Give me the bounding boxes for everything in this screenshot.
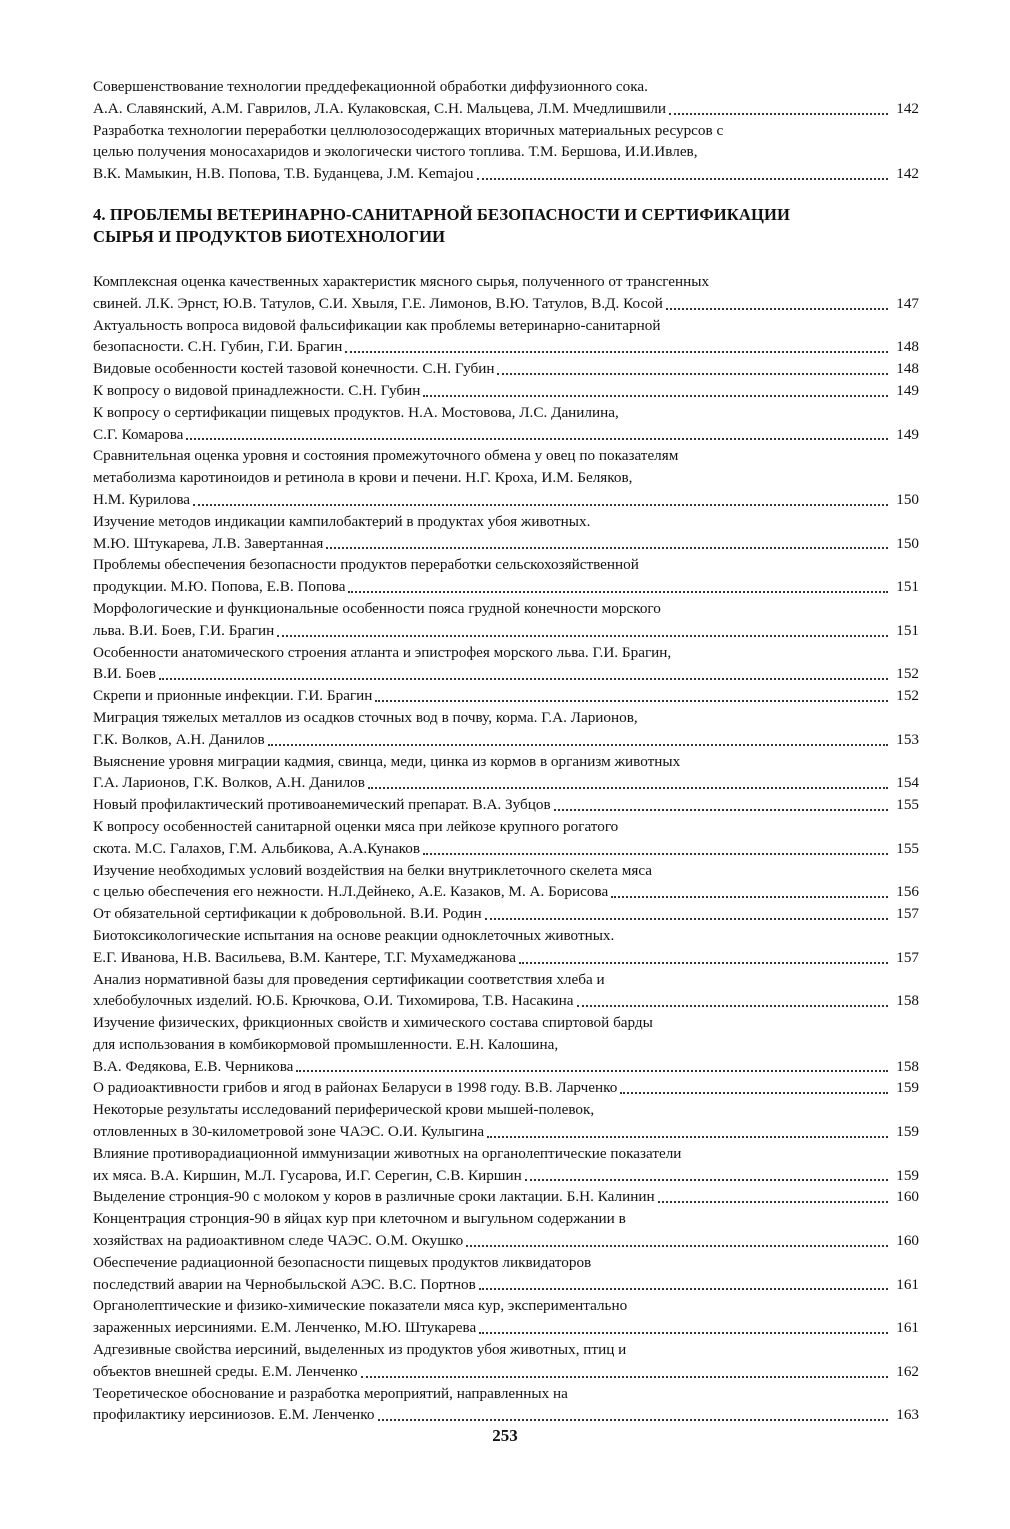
toc-entry-text: Н.М. Курилова [93, 490, 191, 508]
toc-entry-text: их мяса. В.А. Киршин, М.Л. Гусарова, И.Г. Серегин, С.В. Киршин [93, 1166, 522, 1184]
toc-entry-text: профилактику иерсиниозов. Е.М. Ленченко [93, 1406, 375, 1424]
toc-entry-text: С.Г. Комарова [93, 425, 184, 443]
toc-entry-line [93, 1230, 919, 1252]
dot-leader [326, 547, 888, 549]
toc-entry [93, 1012, 919, 1077]
toc-entry-line [93, 1077, 919, 1099]
toc-entry-line [93, 1034, 919, 1056]
toc-entry-line [93, 663, 919, 685]
toc-section-4-entries [93, 271, 919, 1426]
toc-entry-text: Актуальность вопроса видовой фальсификации как проблемы ветеринарно-санитарной [93, 316, 661, 334]
toc-entry-line [93, 903, 919, 925]
toc-entry-text: Биотоксикологические испытания на основе реакции одноклеточных животных. [93, 926, 615, 944]
toc-entry-line [93, 1143, 919, 1165]
dot-leader [348, 591, 888, 593]
toc-page-ref: 154 [896, 774, 919, 792]
toc-entry-text: хозяйствах на радиоактивном следе ЧАЭС. О.М. Окушко [93, 1232, 464, 1250]
dot-leader [423, 853, 888, 855]
toc-entry-line [93, 751, 919, 773]
toc-entry-text: Изучение методов индикации кампилобактерий в продуктах убоя животных. [93, 512, 591, 530]
toc-entry [93, 751, 919, 795]
toc-entry-line [93, 1295, 919, 1317]
dot-leader [361, 1376, 888, 1378]
dot-leader [268, 744, 888, 746]
toc-entry-line [93, 576, 919, 598]
toc-entry [93, 1383, 919, 1427]
toc-entry-text: Выделение стронция-90 с молоком у коров в различные сроки лактации. Б.Н. Калинин [93, 1188, 655, 1206]
toc-entry-text: с целью обеспечения его нежности. Н.Л.Дейнеко, А.Е. Казаков, М. А. Борисова [93, 883, 609, 901]
toc-entry-line [93, 1361, 919, 1383]
toc-page-ref: 161 [896, 1275, 919, 1293]
dot-leader [525, 1179, 888, 1181]
toc-entry [93, 642, 919, 686]
dot-leader [479, 1332, 888, 1334]
toc-entry-text: К вопросу о видовой принадлежности. С.Н. Губин [93, 381, 421, 399]
dot-leader [611, 896, 888, 898]
toc-entry-line [93, 315, 919, 337]
toc-page-ref: 163 [896, 1406, 919, 1424]
toc-entry-text: безопасности. С.Н. Губин, Г.И. Брагин [93, 338, 343, 356]
toc-page-ref: 147 [896, 294, 919, 312]
toc-entry-line [93, 1121, 919, 1143]
toc-section-3-tail [93, 76, 919, 185]
toc-entry-line [93, 925, 919, 947]
dot-leader [423, 395, 888, 397]
toc-entry-line [93, 1165, 919, 1187]
toc-entry-text: Проблемы обеспечения безопасности продуктов переработки сельскохозяйственной [93, 556, 639, 574]
toc-entry [93, 1208, 919, 1252]
toc-entry [93, 816, 919, 860]
toc-entry-text: Е.Г. Иванова, Н.В. Васильева, В.М. Кантере, Т.Г. Мухамеджанова [93, 948, 516, 966]
toc-entry-text: М.Ю. Штукарева, Л.В. Завертанная [93, 534, 324, 552]
toc-entry-text: Концентрация стронция-90 в яйцах кур при клеточном и выгульном содержании в [93, 1210, 626, 1228]
toc-page-ref: 142 [896, 165, 919, 183]
toc-entry [93, 685, 919, 707]
dot-leader [620, 1092, 888, 1094]
toc-entry-text: Анализ нормативной базы для проведения сертификации соответствия хлеба и [93, 970, 605, 988]
toc-entry [93, 794, 919, 816]
dot-leader [296, 1070, 888, 1072]
toc-entry-line [93, 1252, 919, 1274]
toc-page-ref: 158 [896, 992, 919, 1010]
toc-entry-text: Органолептические и физико-химические показатели мяса кур, экспериментально [93, 1297, 628, 1315]
toc-entry-line [93, 620, 919, 642]
toc-entry-text: Комплексная оценка качественных характеристик мясного сырья, полученного от трансгенных [93, 273, 710, 290]
toc-entry-line [93, 163, 919, 185]
toc-page-ref: 158 [896, 1057, 919, 1075]
toc-entry-line [93, 1317, 919, 1339]
toc-entry-text: Обеспечение радиационной безопасности пищевых продуктов ликвидаторов [93, 1253, 592, 1271]
toc-page-ref: 142 [896, 99, 919, 117]
toc-entry-text: свиней. Л.К. Эрнст, Ю.В. Татулов, С.И. Хвыля, Г.Е. Лимонов, В.Ю. Татулов, В.Д. Косой [93, 294, 663, 312]
toc-entry-text: К вопросу особенностей санитарной оценки мяса при лейкозе крупного рогатого [93, 817, 619, 835]
toc-entry-text: льва. В.И. Боев, Г.И. Брагин [93, 621, 275, 639]
toc-entry-line [93, 990, 919, 1012]
toc-entry-line [93, 816, 919, 838]
dot-leader [375, 700, 888, 702]
toc-entry-line [93, 293, 919, 315]
toc-page-ref: 151 [896, 621, 919, 639]
toc-entry [93, 511, 919, 555]
toc-entry-line [93, 860, 919, 882]
toc-entry-text: зараженных иерсиниями. Е.М. Ленченко, М.Ю. Штукарева [93, 1319, 477, 1337]
dot-leader [479, 1288, 888, 1290]
toc-entry-line [93, 489, 919, 511]
dot-leader [487, 1136, 888, 1138]
toc-entry-line [93, 794, 919, 816]
toc-entry-text: А.А. Славянский, А.М. Гаврилов, Л.А. Кулаковская, С.Н. Мальцева, Л.М. Мчедлишвили [93, 99, 667, 117]
dot-leader [466, 1245, 888, 1247]
toc-entry [93, 1099, 919, 1143]
toc-entry-text: скота. М.С. Галахов, Г.М. Альбикова, А.А.Кунаков [93, 839, 421, 857]
toc-entry-line [93, 947, 919, 969]
toc-entry [93, 120, 919, 185]
section-4-heading-line: СЫРЬЯ И ПРОДУКТОВ БИОТЕХНОЛОГИИ [93, 227, 446, 246]
toc-entry [93, 1143, 919, 1187]
toc-entry-text: В.А. Федякова, Е.В. Черникова [93, 1057, 294, 1075]
toc-entry [93, 707, 919, 751]
toc-page-ref: 151 [896, 578, 919, 596]
toc-entry [93, 315, 919, 359]
toc-entry-line [93, 358, 919, 380]
toc-entry-text: Новый профилактический противоанемический препарат. В.А. Зубцов [93, 796, 551, 814]
toc-page-ref: 160 [896, 1188, 919, 1206]
toc-entry-line [93, 120, 919, 142]
toc-entry-text: объектов внешней среды. Е.М. Ленченко [93, 1362, 358, 1380]
toc-entry-line [93, 772, 919, 794]
section-4-heading-line: 4. ПРОБЛЕМЫ ВЕТЕРИНАРНО-САНИТАРНОЙ БЕЗОПАСНОСТИ И СЕРТИФИКАЦИИ [93, 205, 791, 224]
toc-entry-text: В.К. Мамыкин, Н.В. Попова, Т.В. Буданцева, J.M. Kemajou [93, 165, 474, 183]
toc-entry-text: продукции. М.Ю. Попова, Е.В. Попова [93, 578, 346, 596]
dot-leader [669, 113, 888, 115]
toc-entry-line [93, 1099, 919, 1121]
toc-entry-text: последствий аварии на Чернобыльской АЭС. В.С. Портнов [93, 1275, 476, 1293]
toc-entry [93, 1339, 919, 1383]
toc-entry [93, 271, 919, 315]
toc-page-ref: 159 [896, 1079, 919, 1097]
toc-page-ref: 150 [896, 534, 919, 552]
toc-entry-line [93, 881, 919, 903]
toc-entry [93, 1252, 919, 1296]
toc-page-ref: 155 [896, 796, 919, 814]
toc-page-ref: 148 [896, 338, 919, 356]
toc-entry-line [93, 271, 919, 293]
toc-page-ref: 157 [896, 905, 919, 923]
dot-leader [497, 373, 888, 375]
toc-entry-line [93, 1012, 919, 1034]
toc-entry [93, 1295, 919, 1339]
toc-entry-line [93, 1186, 919, 1208]
dot-leader [345, 351, 888, 353]
toc-entry-line [93, 511, 919, 533]
toc-entry-text: Г.А. Ларионов, Г.К. Волков, А.Н. Данилов [93, 774, 365, 792]
dot-leader [368, 787, 888, 789]
toc-entry [93, 358, 919, 380]
page-number: 253 [492, 1426, 518, 1445]
dot-leader [477, 178, 888, 180]
toc-page-ref: 156 [896, 883, 919, 901]
toc-entry-text: метаболизма каротиноидов и ретинола в крови и печени. Н.Г. Кроха, И.М. Беляков, [93, 469, 633, 487]
toc-entry-line [93, 1208, 919, 1230]
toc-entry-text: для использования в комбикормовой промышленности. Е.Н. Калошина, [93, 1035, 559, 1053]
toc-entry [93, 76, 919, 120]
dot-leader [485, 918, 888, 920]
toc-entry-text: Изучение необходимых условий воздействия на белки внутриклеточного скелета мяса [93, 861, 653, 879]
dot-leader [159, 678, 888, 680]
toc-page-ref: 153 [896, 730, 919, 748]
toc-page-ref: 162 [896, 1362, 919, 1380]
toc-entry-line [93, 685, 919, 707]
toc-entry [93, 445, 919, 510]
toc-entry-line [93, 424, 919, 446]
toc-entry-text: Скрепи и прионные инфекции. Г.И. Брагин [93, 687, 373, 705]
toc-entry [93, 969, 919, 1013]
toc-entry-line [93, 1056, 919, 1078]
dot-leader [666, 308, 888, 310]
toc-page-ref: 149 [896, 425, 919, 443]
toc-page-ref: 160 [896, 1232, 919, 1250]
dot-leader [378, 1419, 889, 1421]
toc-entry-text: Изучение физических, фрикционных свойств и химического состава спиртовой барды [93, 1014, 653, 1032]
section-4-heading [93, 204, 919, 248]
toc-page-ref: 159 [896, 1166, 919, 1184]
toc-page-ref: 157 [896, 948, 919, 966]
toc-entry [93, 925, 919, 969]
dot-leader [519, 962, 888, 964]
toc-entry [93, 903, 919, 925]
toc-entry-text: Миграция тяжелых металлов из осадков сточных вод в почву, корма. Г.А. Ларионов, [93, 708, 638, 726]
toc-page-ref: 152 [896, 687, 919, 705]
toc-entry-text: Разработка технологии переработки целлюлозосодержащих вторичных материальных ресурсов с [93, 121, 724, 139]
toc-entry-line [93, 838, 919, 860]
toc-entry-line [93, 380, 919, 402]
toc-entry-line [93, 1339, 919, 1361]
toc-entry-text: Совершенствование технологии преддефекационной обработки диффузионного сока. [93, 78, 648, 95]
toc-entry-text: Влияние противорадиационной иммунизации животных на органолептические показатели [93, 1144, 682, 1162]
toc-page-ref: 149 [896, 381, 919, 399]
toc-entry-line [93, 1274, 919, 1296]
toc-entry-line [93, 98, 919, 120]
toc-entry-text: От обязательной сертификации к добровольной. В.И. Родин [93, 905, 482, 923]
toc-entry-line [93, 707, 919, 729]
toc-entry-text: отловленных в 30-километровой зоне ЧАЭС. О.И. Кулыгина [93, 1123, 485, 1141]
toc-entry-line [93, 402, 919, 424]
toc-entry-line [93, 467, 919, 489]
toc-entry [93, 402, 919, 446]
toc-entry [93, 1077, 919, 1099]
toc-page-ref: 148 [896, 360, 919, 378]
toc-entry-text: целью получения моносахаридов и экологически чистого топлива. Т.М. Бершова, И.И.Ивлев, [93, 143, 698, 161]
toc-page-ref: 159 [896, 1123, 919, 1141]
toc-entry-line [93, 336, 919, 358]
toc-entry-text: Теоретическое обоснование и разработка мероприятий, направленных на [93, 1384, 568, 1402]
toc-entry-text: Сравнительная оценка уровня и состояния промежуточного обмена у овец по показателям [93, 447, 679, 465]
toc-entry-text: Особенности анатомического строения атланта и эпистрофея морского льва. Г.И. Брагин, [93, 643, 672, 661]
toc-entry-line [93, 598, 919, 620]
toc-entry-text: К вопросу о сертификации пищевых продуктов. Н.А. Мостовова, Л.С. Данилина, [93, 403, 619, 421]
toc-entry-line [93, 141, 919, 163]
toc-entry-text: Морфологические и функциональные особенности пояса грудной конечности морского [93, 599, 661, 617]
toc-entry-line [93, 76, 919, 98]
toc-entry-line [93, 969, 919, 991]
dot-leader [577, 1005, 889, 1007]
dot-leader [658, 1201, 888, 1203]
toc-page-ref: 161 [896, 1319, 919, 1337]
toc-entry-text: Адгезивные свойства иерсиний, выделенных из продуктов убоя животных, птиц и [93, 1341, 627, 1359]
dot-leader [193, 504, 888, 506]
toc-entry-text: Некоторые результаты исследований периферической крови мышей-полевок, [93, 1101, 595, 1119]
toc-page-ref: 150 [896, 490, 919, 508]
toc-entry [93, 554, 919, 598]
toc-page-ref: 152 [896, 665, 919, 683]
toc-entry-line [93, 1404, 919, 1426]
toc-entry-line [93, 729, 919, 751]
toc-entry-line [93, 1383, 919, 1405]
toc-page-ref: 155 [896, 839, 919, 857]
toc-entry-line [93, 642, 919, 664]
toc-entry-line [93, 554, 919, 576]
toc-entry [93, 380, 919, 402]
toc-entry-line [93, 533, 919, 555]
toc-entry-text: Г.К. Волков, А.Н. Данилов [93, 730, 265, 748]
toc-entry-text: В.И. Боев [93, 665, 156, 683]
dot-leader [554, 809, 888, 811]
toc-entry [93, 1186, 919, 1208]
toc-entry-text: О радиоактивности грибов и ягод в районах Беларуси в 1998 году. В.В. Ларченко [93, 1079, 618, 1097]
toc-entry [93, 598, 919, 642]
toc-entry-text: хлебобулочных изделий. Ю.Б. Крючкова, О.И. Тихомирова, Т.В. Насакина [93, 992, 574, 1010]
toc-entry [93, 860, 919, 904]
toc-entry-text: Выяснение уровня миграции кадмия, свинца, меди, цинка из кормов в организм животных [93, 752, 681, 770]
toc-entry-text: Видовые особенности костей тазовой конечности. С.Н. Губин [93, 360, 495, 378]
dot-leader [277, 635, 888, 637]
dot-leader [186, 438, 888, 440]
toc-entry-line [93, 445, 919, 467]
